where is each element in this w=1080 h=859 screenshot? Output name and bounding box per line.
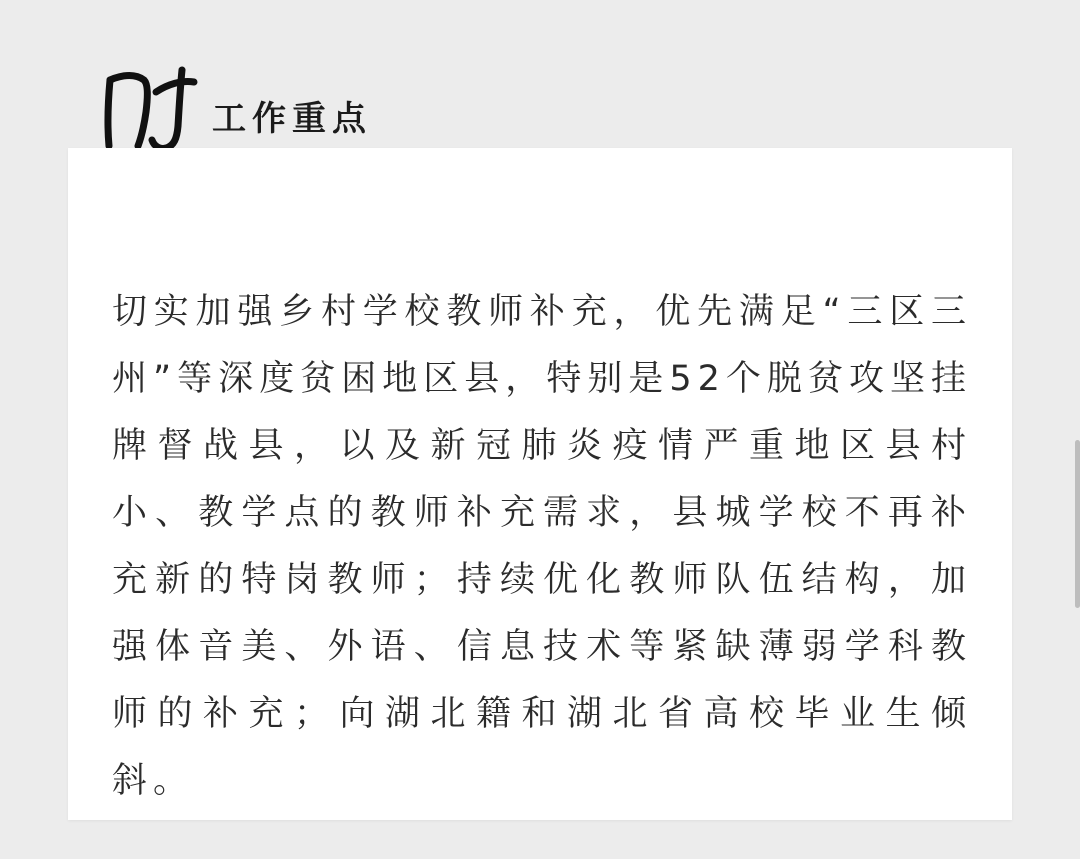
handwritten-brush-mark-icon	[96, 62, 208, 158]
page-title: 工作重点	[212, 99, 372, 139]
page-heading	[96, 62, 372, 158]
body-paragraph: 切实加强乡村学校教师补充，优先满足“三区三州”等深度贫困地区县，特别是52个脱贫攻坚挂牌督战县，以及新冠肺炎疫情严重地区县村小、教学点的教师补充需求，县城学校不再补充新的特岗教师；持续优化教师队伍结构，加强体音美、外语、信息技术等紧缺薄弱学科教师的补充；向湖北籍和湖北省高校毕业生倾斜。	[112, 292, 972, 801]
card-body	[112, 244, 972, 850]
vertical-scrollbar[interactable]	[1075, 440, 1080, 608]
content-card	[68, 148, 1012, 820]
